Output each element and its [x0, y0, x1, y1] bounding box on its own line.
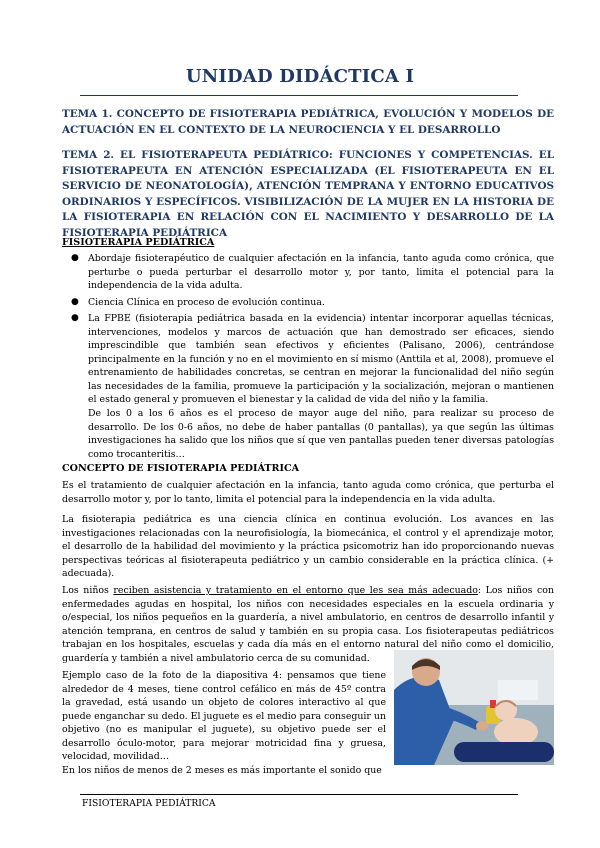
bullet-text: Abordaje fisioterapéutico de cualquier afectación en la infancia, tanto aguda como crónica, que perturbe o pueda perturbar el desarrollo motor y, por tanto, limita el potencial para la independencia de la vida adulta. [88, 253, 554, 291]
bullet-icon: ● [71, 313, 79, 323]
paragraph-under-2-months: En los niños de menos de 2 meses es más importante el sonido que [62, 765, 382, 776]
tema-2-heading: TEMA 2. EL FISIOTERAPEUTA PEDIÁTRICO: FUNCIONES Y COMPETENCIAS. EL FISIOTERAPEUTA EN ATENCIÓN ESPECIALIZADA (EL FISIOTERAPEUTA EN EL SERVICIO DE NEONATOLOGÍA), ATENCIÓN TEMPRANA Y ENTORNO EDUCATIVOS ORDINARIOS Y ESPECÍFICOS. VISIBILIZACIÓN DE LA MUJER EN LA HISTORIA DE LA FISIOTERAPIA EN RELACIÓN CON EL NACIMIENTO Y DESARROLLO DE LA FISIOTERAPIA PEDIÁTRICA [62, 149, 554, 239]
bullet-icon: ● [71, 253, 79, 263]
list-item [62, 312, 554, 407]
entorno-rest: : Los niños con enfermedades agudas en hospital, los niños con necesidades especiales en la escuela ordinaria y o/especial, los niños pequeños en la guardería, a nivel ambulatorio, en centros de desarrollo infantil y atención temprana, en centros de salud y también en su propia casa. Los fisioterapeutas pediátricos trabajan en los hospitales, escuelas y cada día más en el entorno natural del niño como el domicilio, guardería y también a nivel ambulatorio cerca de su comunidad. [62, 585, 554, 664]
therapy-photo [394, 650, 554, 765]
entorno-underlined: reciben asistencia y tratamiento en el entorno que les sea más adecuado [113, 585, 478, 596]
paragraph-evolution: La fisioterapia pediátrica es una ciencia clínica en continua evolución. Los avances en las investigaciones relacionadas con la neurofisiología, la biomecánica, el control y el aprendizaje motor, el desarrollo de la habilidad del movimiento y la práctica psicomotriz han ido proporcionando nuevas perspectivas teóricas al fisioterapeuta pediátrico y un cambio considerable en la práctica clínica. (+ adecuada). [62, 514, 554, 579]
title-divider [80, 95, 518, 96]
paragraph-definition: Es el tratamiento de cualquier afectación en la infancia, tanto aguda como crónica, que perturba el desarrollo motor y, por lo tanto, limita el potencial para la independencia en la vida adulta. [62, 480, 554, 505]
bullet-text: Ciencia Clínica en proceso de evolución continua. [88, 296, 325, 308]
bullet-text: La FPBE (fisioterapia pediátrica basada en la evidencia) intentar incorporar aquellas técnicas, intervenciones, modelos y marcos de actuación que han demostrado ser eficaces, siendo imprescindible que también sean efectivos y eficientes (Palisano, 2006), centrándose principalmente en la función y no en el movimiento en sí mismo (Anttila et al, 2008), promueve el entrenamiento de habilidades concretas, se centran en mejorar la funcionalidad del niño según las necesidades de la familia, promueve la participación y la socialización, mejoran o mantienen el estado general y promueven el bienestar y la calidad de vida del niño y la familia. [88, 313, 554, 405]
bullet-list [62, 252, 554, 410]
section-heading-fisioterapia-pediatrica: FISIOTERAPIA PEDIÁTRICA [62, 237, 215, 248]
screens-paragraph: De los 0 a los 6 años es el proceso de mayor auge del niño, para realizar su proceso de desarrollo. De los 0-6 años, no debe de haber pantallas (0 pantallas), ya que según las últimas investigaciones ha salido que los niños que sí que ven pantallas pueden tener diversas patologías como trocanteritis… [88, 408, 554, 460]
unit-title: UNIDAD DIDÁCTICA I [185, 66, 415, 87]
footer-divider [80, 794, 518, 795]
list-item [62, 296, 554, 310]
bullet-icon: ● [71, 296, 79, 307]
tema-1-heading: TEMA 1. CONCEPTO DE FISIOTERAPIA PEDIÁTRICA, EVOLUCIÓN Y MODELOS DE ACTUACIÓN EN EL CONTEXTO DE LA NEUROCIENCIA Y EL DESARROLLO [62, 108, 554, 136]
section-heading-concepto: CONCEPTO DE FISIOTERAPIA PEDIÁTRICA [62, 463, 300, 474]
entorno-prefix: Los niños [62, 585, 114, 596]
list-item [62, 252, 554, 293]
page-footer: FISIOTERAPIA PEDIÁTRICA [82, 798, 216, 809]
paragraph-example-case: Ejemplo caso de la foto de la diapositiva 4: pensamos que tiene alrededor de 4 meses, tiene control cefálico en más de 45º contra la gravedad, está usando un objeto de colores interactivo al que puede enganchar su dedo. El juguete es el medio para conseguir un objetivo (no es manipular el juguete), su objetivo puede ser el desarrollo óculo-motor, para mejorar motricidad fina y gruesa, velocidad, movilidad… [62, 670, 386, 762]
